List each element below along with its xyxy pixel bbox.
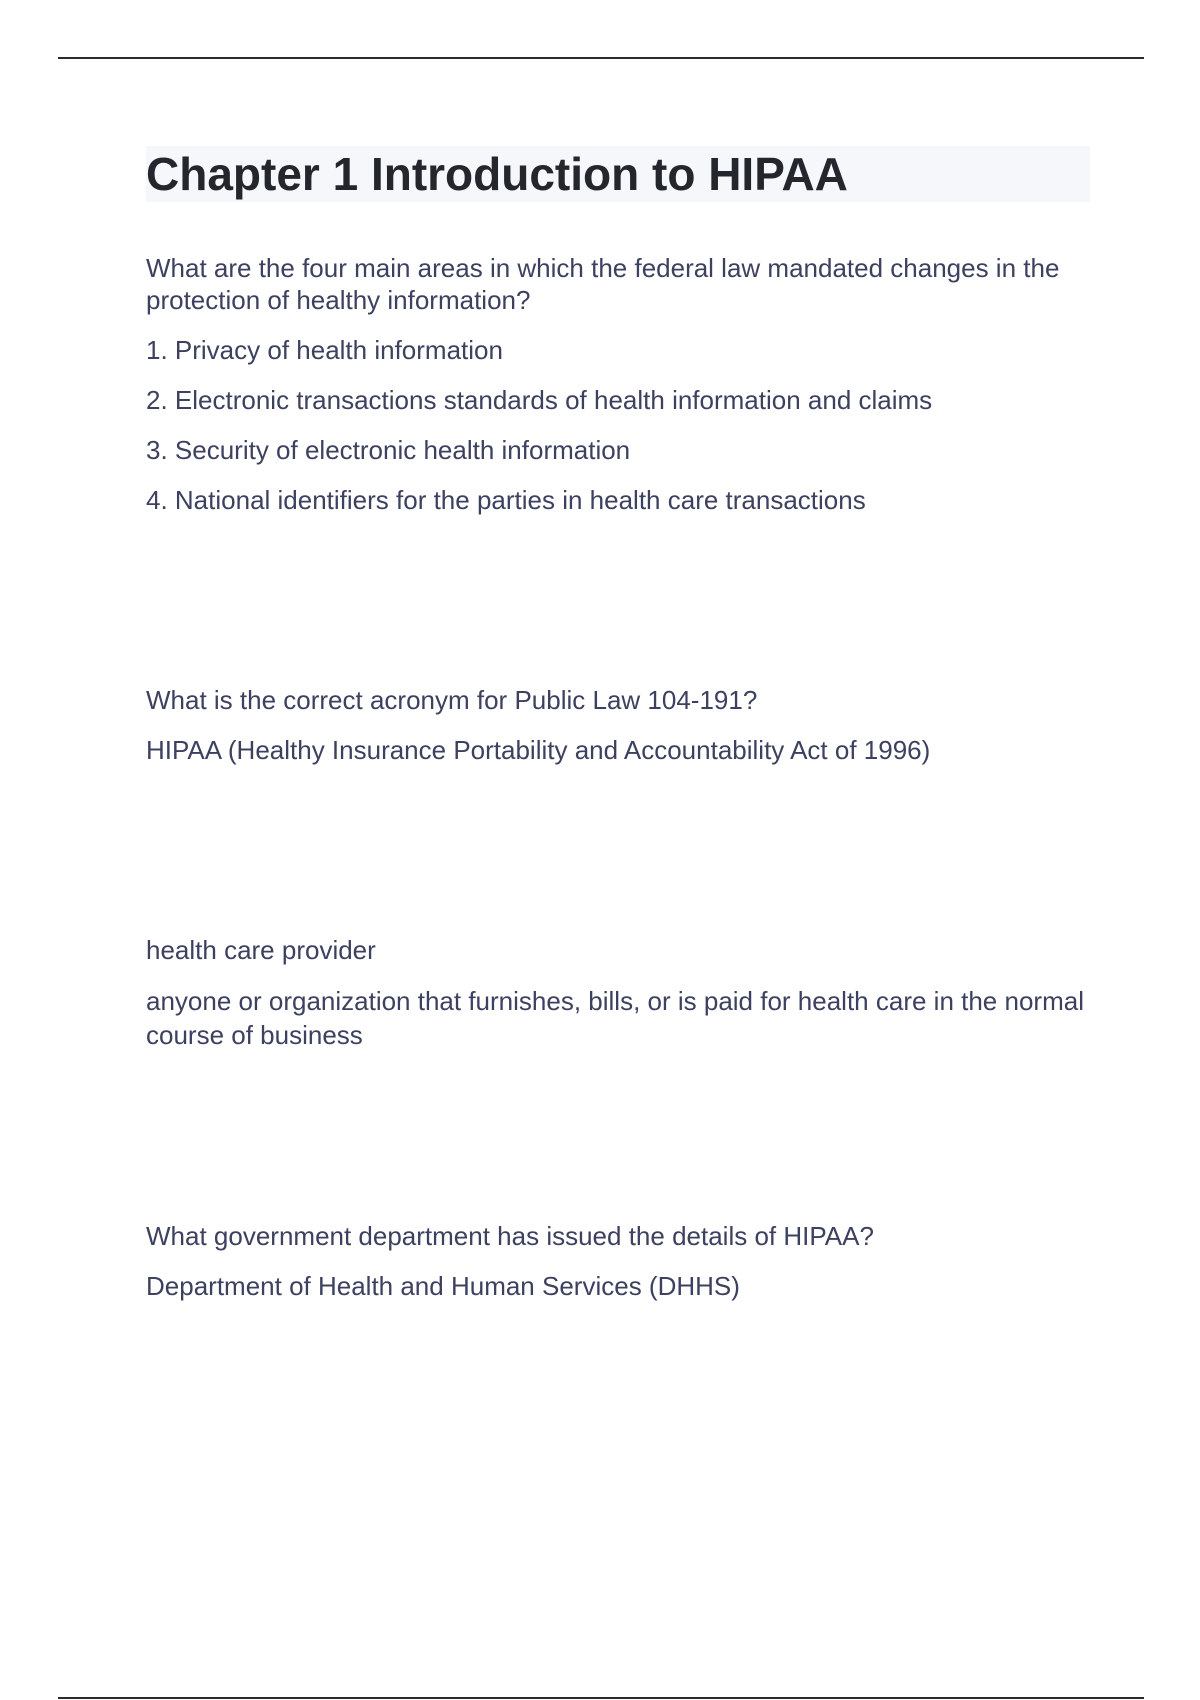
flashcard-answer-item: 3. Security of electronic health information <box>146 435 631 465</box>
flashcard <box>146 934 1086 1052</box>
flashcard <box>146 252 1086 516</box>
flashcard-question: What government department has issued the details of HIPAA? <box>146 1221 874 1251</box>
bottom-divider <box>58 1697 1144 1699</box>
flashcard-answer-item: 1. Privacy of health information <box>146 335 503 365</box>
flashcard-question: What is the correct acronym for Public Law 104-191? <box>146 685 758 715</box>
flashcard-question: What are the four main areas in which the federal law mandated changes in the protection of healthy information? <box>146 253 1060 315</box>
flashcard-answer: HIPAA (Healthy Insurance Portability and Accountability Act of 1996) <box>146 735 931 765</box>
flashcard-answer-item: 2. Electronic transactions standards of health information and claims <box>146 385 933 415</box>
flashcard-answer: Department of Health and Human Services (DHHS) <box>146 1271 740 1301</box>
flashcard-question: health care provider <box>146 935 376 965</box>
flashcard-answer: anyone or organization that furnishes, bills, or is paid for health care in the normal course of business <box>146 986 1084 1050</box>
flashcard <box>146 684 1086 766</box>
flashcard <box>146 1220 1086 1302</box>
flashcard-answer-item: 4. National identifiers for the parties in health care transactions <box>146 485 866 515</box>
top-divider <box>58 57 1144 59</box>
page-title: Chapter 1 Introduction to HIPAA <box>146 148 848 200</box>
